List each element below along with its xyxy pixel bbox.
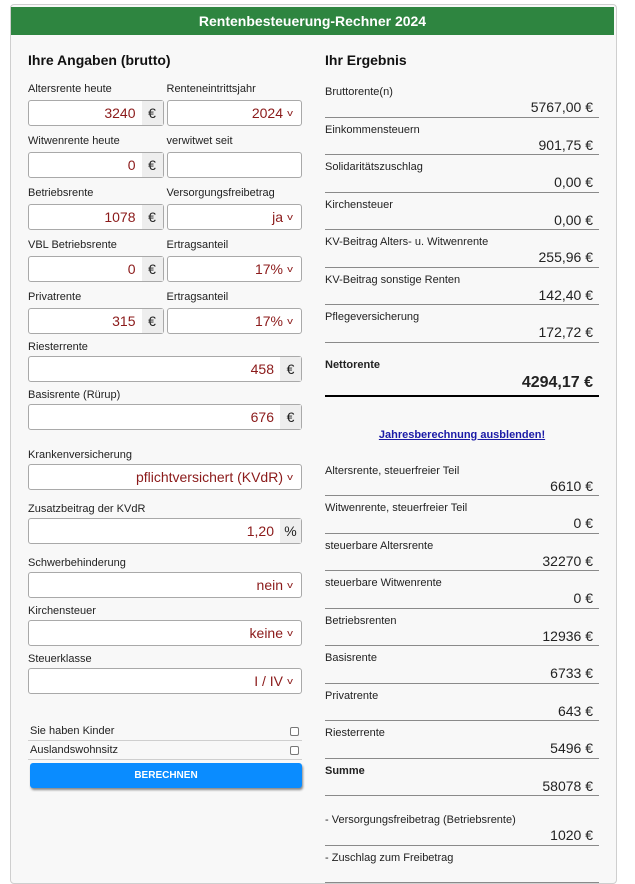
result-label: Bruttorente(n) (325, 86, 393, 98)
result-value: 172,72 € (538, 324, 593, 340)
ertragsanteil-privat-select[interactable] (167, 308, 303, 334)
steuerklasse-value: I / IV (254, 673, 283, 689)
result-row (325, 459, 599, 497)
krankenversicherung-field (28, 448, 302, 490)
result-label: Witwenrente, steuerfreier Teil (325, 502, 468, 514)
page-title: Rentenbesteuerung-Rechner 2024 (11, 7, 614, 35)
verwitwet-seit-label: verwitwet seit (166, 135, 233, 147)
result-value: 255,96 € (538, 249, 593, 265)
result-label: Betriebsrenten (325, 614, 397, 627)
privatrente-input[interactable] (28, 308, 164, 334)
witwenrente-label: Witwenrente heute (28, 135, 120, 147)
deduction-results (325, 808, 599, 883)
chevron-down-icon: v (287, 212, 294, 222)
result-row (325, 721, 599, 759)
result-row (325, 155, 599, 193)
result-row (325, 646, 599, 684)
privatrente-field (28, 290, 164, 334)
result-value: 12936 € (542, 627, 593, 644)
steuerklasse-select[interactable] (28, 668, 302, 694)
net-pension-label: Nettorente (325, 358, 381, 371)
result-value: 0,00 € (554, 174, 593, 190)
chevron-down-icon: v (287, 580, 294, 590)
altersrente-input[interactable] (28, 100, 164, 126)
verwitwet-seit-field (167, 134, 303, 178)
calculate-button[interactable]: BERECHNEN (30, 763, 302, 788)
result-value: 901,75 € (538, 136, 593, 153)
schwerbehinderung-label: Schwerbehinderung (28, 557, 126, 569)
ertragsanteil-vbl-select[interactable] (167, 256, 303, 282)
ertragsanteil-privat-value: 17% (254, 313, 283, 329)
riesterrente-input[interactable] (28, 356, 302, 382)
basisrente-input[interactable] (28, 404, 302, 430)
chevron-down-icon: v (287, 316, 294, 326)
renteneintrittsjahr-value: 2024 (251, 105, 283, 121)
result-row (325, 846, 599, 884)
vbl-betriebsrente-field (28, 238, 164, 282)
riesterrente-field (28, 340, 302, 382)
annual-results (325, 459, 599, 797)
privatrente-label: Privatrente (28, 291, 82, 303)
euro-unit: € (142, 257, 163, 281)
chevron-down-icon: v (287, 676, 294, 686)
result-row (325, 571, 599, 609)
result-label: Einkommensteuern (325, 123, 420, 136)
result-label: KV-Beitrag sonstige Renten (325, 273, 461, 286)
betriebsrente-value[interactable]: 1078 (104, 209, 136, 225)
net-pension-row (325, 353, 599, 397)
euro-unit: € (280, 357, 301, 381)
result-label: Kirchensteuer (325, 198, 393, 211)
result-value: 6610 € (550, 477, 593, 494)
percent-unit: % (280, 519, 301, 543)
result-value: 0 € (573, 590, 593, 606)
betriebsrente-field (28, 186, 164, 230)
verwitwet-seit-input[interactable] (167, 152, 303, 178)
results-section (325, 52, 599, 883)
euro-unit: € (280, 405, 301, 429)
versorgungsfreibetrag-select[interactable] (167, 204, 303, 230)
result-row (325, 609, 599, 647)
witwenrente-input[interactable] (28, 152, 164, 178)
vbl-betriebsrente-label: VBL Betriebsrente (28, 239, 117, 251)
result-label: Solidaritätszuschlag (325, 161, 423, 173)
net-pension-value: 4294,17 € (521, 373, 593, 391)
result-label: Altersrente, steuerfreier Teil (325, 464, 460, 477)
result-row (325, 80, 599, 118)
schwerbehinderung-value: nein (256, 577, 283, 593)
result-label: - Zuschlag zum Freibetrag (325, 851, 454, 864)
result-value: 58078 € (542, 777, 593, 794)
result-row (325, 684, 599, 722)
kinder-option[interactable] (28, 722, 302, 741)
chevron-down-icon: v (287, 628, 294, 638)
betriebsrente-input[interactable] (28, 204, 164, 230)
result-label: Privatrente (325, 689, 379, 702)
kirchensteuer-field (28, 604, 302, 646)
ausland-option[interactable] (28, 741, 302, 760)
result-value: 5767,00 € (530, 99, 593, 115)
result-value: 0,00 € (554, 211, 593, 228)
altersrente-value[interactable]: 3240 (104, 105, 136, 121)
ertragsanteil-vbl-field (167, 238, 303, 282)
result-row (325, 534, 599, 572)
result-value: 6733 € (550, 665, 593, 681)
ertragsanteil-vbl-label: Ertragsanteil (166, 239, 229, 251)
kirchensteuer-value: keine (249, 625, 283, 641)
kirchensteuer-label: Kirchensteuer (28, 605, 96, 617)
privatrente-value[interactable]: 315 (112, 313, 136, 329)
results-heading: Ihr Ergebnis (325, 52, 407, 68)
result-label: - Versorgungsfreibetrag (Betriebsrente) (325, 814, 516, 826)
options-list (28, 722, 302, 760)
ausland-checkbox[interactable] (290, 746, 299, 755)
result-row (325, 230, 599, 268)
chevron-down-icon: v (287, 264, 294, 274)
toggle-annual-link[interactable]: Jahresberechnung ausblenden! (378, 428, 546, 441)
zusatzbeitrag-value[interactable]: 1,20 (246, 523, 274, 539)
euro-unit: € (142, 205, 163, 229)
result-row (325, 305, 599, 343)
chevron-down-icon: v (287, 108, 294, 118)
toggle-annual-row (325, 429, 599, 459)
versorgungsfreibetrag-field (167, 186, 303, 230)
result-value: 5496 € (550, 740, 593, 756)
schwerbehinderung-field (28, 556, 302, 598)
result-label: Riesterrente (325, 727, 385, 739)
ausland-label: Auslandswohnsitz (30, 744, 119, 756)
result-label: Pflegeversicherung (325, 311, 420, 323)
witwenrente-value[interactable]: 0 (127, 157, 136, 173)
vbl-betriebsrente-input[interactable] (28, 256, 164, 282)
versorgungsfreibetrag-label: Versorgungsfreibetrag (166, 187, 275, 199)
renteneintrittsjahr-label: Renteneintrittsjahr (166, 83, 256, 95)
euro-unit: € (142, 101, 163, 125)
steuerklasse-field (28, 652, 302, 694)
witwenrente-field (28, 134, 164, 178)
result-label: Summe (325, 764, 365, 777)
euro-unit: € (142, 153, 163, 177)
result-row (325, 193, 599, 231)
altersrente-label: Altersrente heute (28, 83, 112, 95)
vbl-betriebsrente-value[interactable]: 0 (127, 261, 136, 277)
riesterrente-value[interactable]: 458 (250, 361, 274, 377)
basisrente-label: Basisrente (Rürup) (28, 389, 121, 401)
ertragsanteil-vbl-value: 17% (254, 261, 283, 277)
ertragsanteil-privat-field (167, 290, 303, 334)
zusatzbeitrag-field (28, 502, 302, 544)
inputs-heading: Ihre Angaben (brutto) (28, 52, 171, 68)
renteneintrittsjahr-select[interactable] (167, 100, 303, 126)
krankenversicherung-value: pflichtversichert (KVdR) (135, 469, 283, 485)
kinder-label: Sie haben Kinder (30, 725, 115, 737)
euro-unit: € (142, 309, 163, 333)
basisrente-field (28, 388, 302, 430)
result-label: Basisrente (325, 652, 377, 664)
krankenversicherung-select[interactable] (28, 464, 302, 490)
result-row (325, 118, 599, 156)
result-value: 1020 € (550, 827, 593, 843)
basisrente-value[interactable]: 676 (250, 409, 274, 425)
result-value: 142,40 € (538, 286, 593, 303)
altersrente-field (28, 82, 164, 126)
kinder-checkbox[interactable] (290, 727, 299, 736)
monthly-results (325, 80, 599, 343)
result-value: 32270 € (542, 552, 593, 569)
result-row (325, 268, 599, 306)
result-label: KV-Beitrag Alters- u. Witwenrente (325, 236, 489, 248)
result-row (325, 759, 599, 797)
zusatzbeitrag-label: Zusatzbeitrag der KVdR (28, 503, 146, 515)
renteneintrittsjahr-field (167, 82, 303, 126)
betriebsrente-label: Betriebsrente (28, 187, 94, 199)
versorgungsfreibetrag-value: ja (272, 209, 283, 225)
result-value: 643 € (557, 702, 593, 719)
riesterrente-label: Riesterrente (28, 341, 88, 353)
result-label: steuerbare Altersrente (325, 539, 434, 552)
kirchensteuer-select[interactable] (28, 620, 302, 646)
result-row (325, 496, 599, 534)
ertragsanteil-privat-label: Ertragsanteil (166, 291, 229, 303)
steuerklasse-label: Steuerklasse (28, 653, 92, 665)
krankenversicherung-label: Krankenversicherung (28, 449, 132, 461)
schwerbehinderung-select[interactable] (28, 572, 302, 598)
result-label: steuerbare Witwenrente (325, 577, 442, 589)
result-row (325, 808, 599, 846)
zusatzbeitrag-input[interactable] (28, 518, 302, 544)
chevron-down-icon: v (287, 472, 294, 482)
inputs-section (28, 52, 302, 760)
result-value: 0 € (573, 515, 593, 531)
